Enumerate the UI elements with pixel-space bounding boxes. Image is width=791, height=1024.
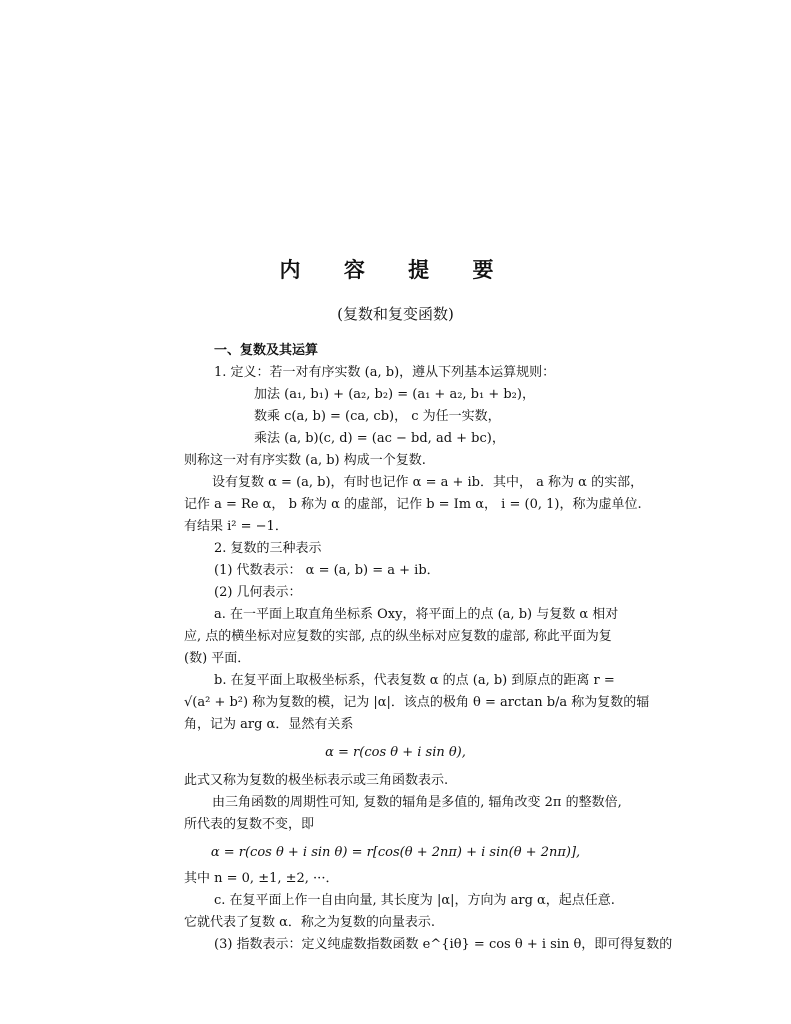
text-line: 乘法 (a, b)(c, d) = (ac − bd, ad + bc)， (254, 431, 505, 446)
text-line: √(a² + b²) 称为复数的模，记为 |α|．该点的极角 θ = arctan b/a 称为复数的辐 (184, 695, 650, 710)
text-line: 有结果 i² = −1． (184, 519, 288, 534)
text-line: 2. 复数的三种表示 (214, 541, 322, 556)
page-title: 内 容 提 要 (279, 258, 512, 282)
text-line: (数) 平面． (184, 651, 251, 666)
text-line: 记作 a = Re α， b 称为 α 的虚部，记作 b = Im α， i = (0, 1)，称为虚单位. (184, 497, 642, 512)
section-heading: 一、复数及其运算 (214, 343, 319, 358)
equation: α = r(cos θ + i sin θ) = r[cos(θ + 2nπ) + i sin(θ + 2nπ)], (210, 845, 581, 860)
text-line: 则称这一对有序实数 (a, b) 构成一个复数. (184, 453, 426, 468)
text-line: 其中 n = 0, ±1, ±2, ···． (184, 871, 339, 886)
text-line: (2) 几何表示： (214, 585, 302, 600)
text-line: (3) 指数表示：定义纯虚数指数函数 e^{iθ} = cos θ + i sin θ，即可得复数的 (214, 937, 673, 952)
text-line: 1. 定义：若一对有序实数 (a, b)，遵从下列基本运算规则： (214, 365, 556, 380)
text-line: 加法 (a₁, b₁) + (a₂, b₂) = (a₁ + a₂, b₁ + b₂)， (254, 387, 535, 402)
text-line: 由三角函数的周期性可知, 复数的辐角是多值的, 辐角改变 2π 的整数倍, (212, 795, 622, 810)
text-line: 角，记为 arg α．显然有关系 (184, 717, 354, 732)
text-line: c. 在复平面上作一自由向量, 其长度为 |α|，方向为 arg α，起点任意. (214, 893, 615, 908)
text-line: 所代表的复数不变，即 (184, 817, 315, 832)
page-subtitle: (复数和复变函数) (337, 305, 454, 323)
text-line: 数乘 c(a, b) = (ca, cb)， c 为任一实数， (254, 409, 501, 424)
text-line: (1) 代数表示： α = (a, b) = a + ib． (214, 563, 440, 578)
text-line: b. 在复平面上取极坐标系，代表复数 α 的点 (a, b) 到原点的距离 r = (214, 673, 615, 688)
text-line: 应, 点的横坐标对应复数的实部, 点的纵坐标对应复数的虚部, 称此平面为复 (184, 629, 612, 644)
text-line: 它就代表了复数 α．称之为复数的向量表示. (184, 915, 436, 930)
text-line: 设有复数 α = (a, b)，有时也记作 α = a + ib．其中， a 称为 α 的实部， (212, 475, 644, 490)
text-line: a. 在一平面上取直角坐标系 Oxy，将平面上的点 (a, b) 与复数 α 相对 (214, 607, 619, 622)
text-line: 此式又称为复数的极坐标表示或三角函数表示. (184, 773, 449, 788)
equation: α = r(cos θ + i sin θ), (325, 745, 466, 760)
